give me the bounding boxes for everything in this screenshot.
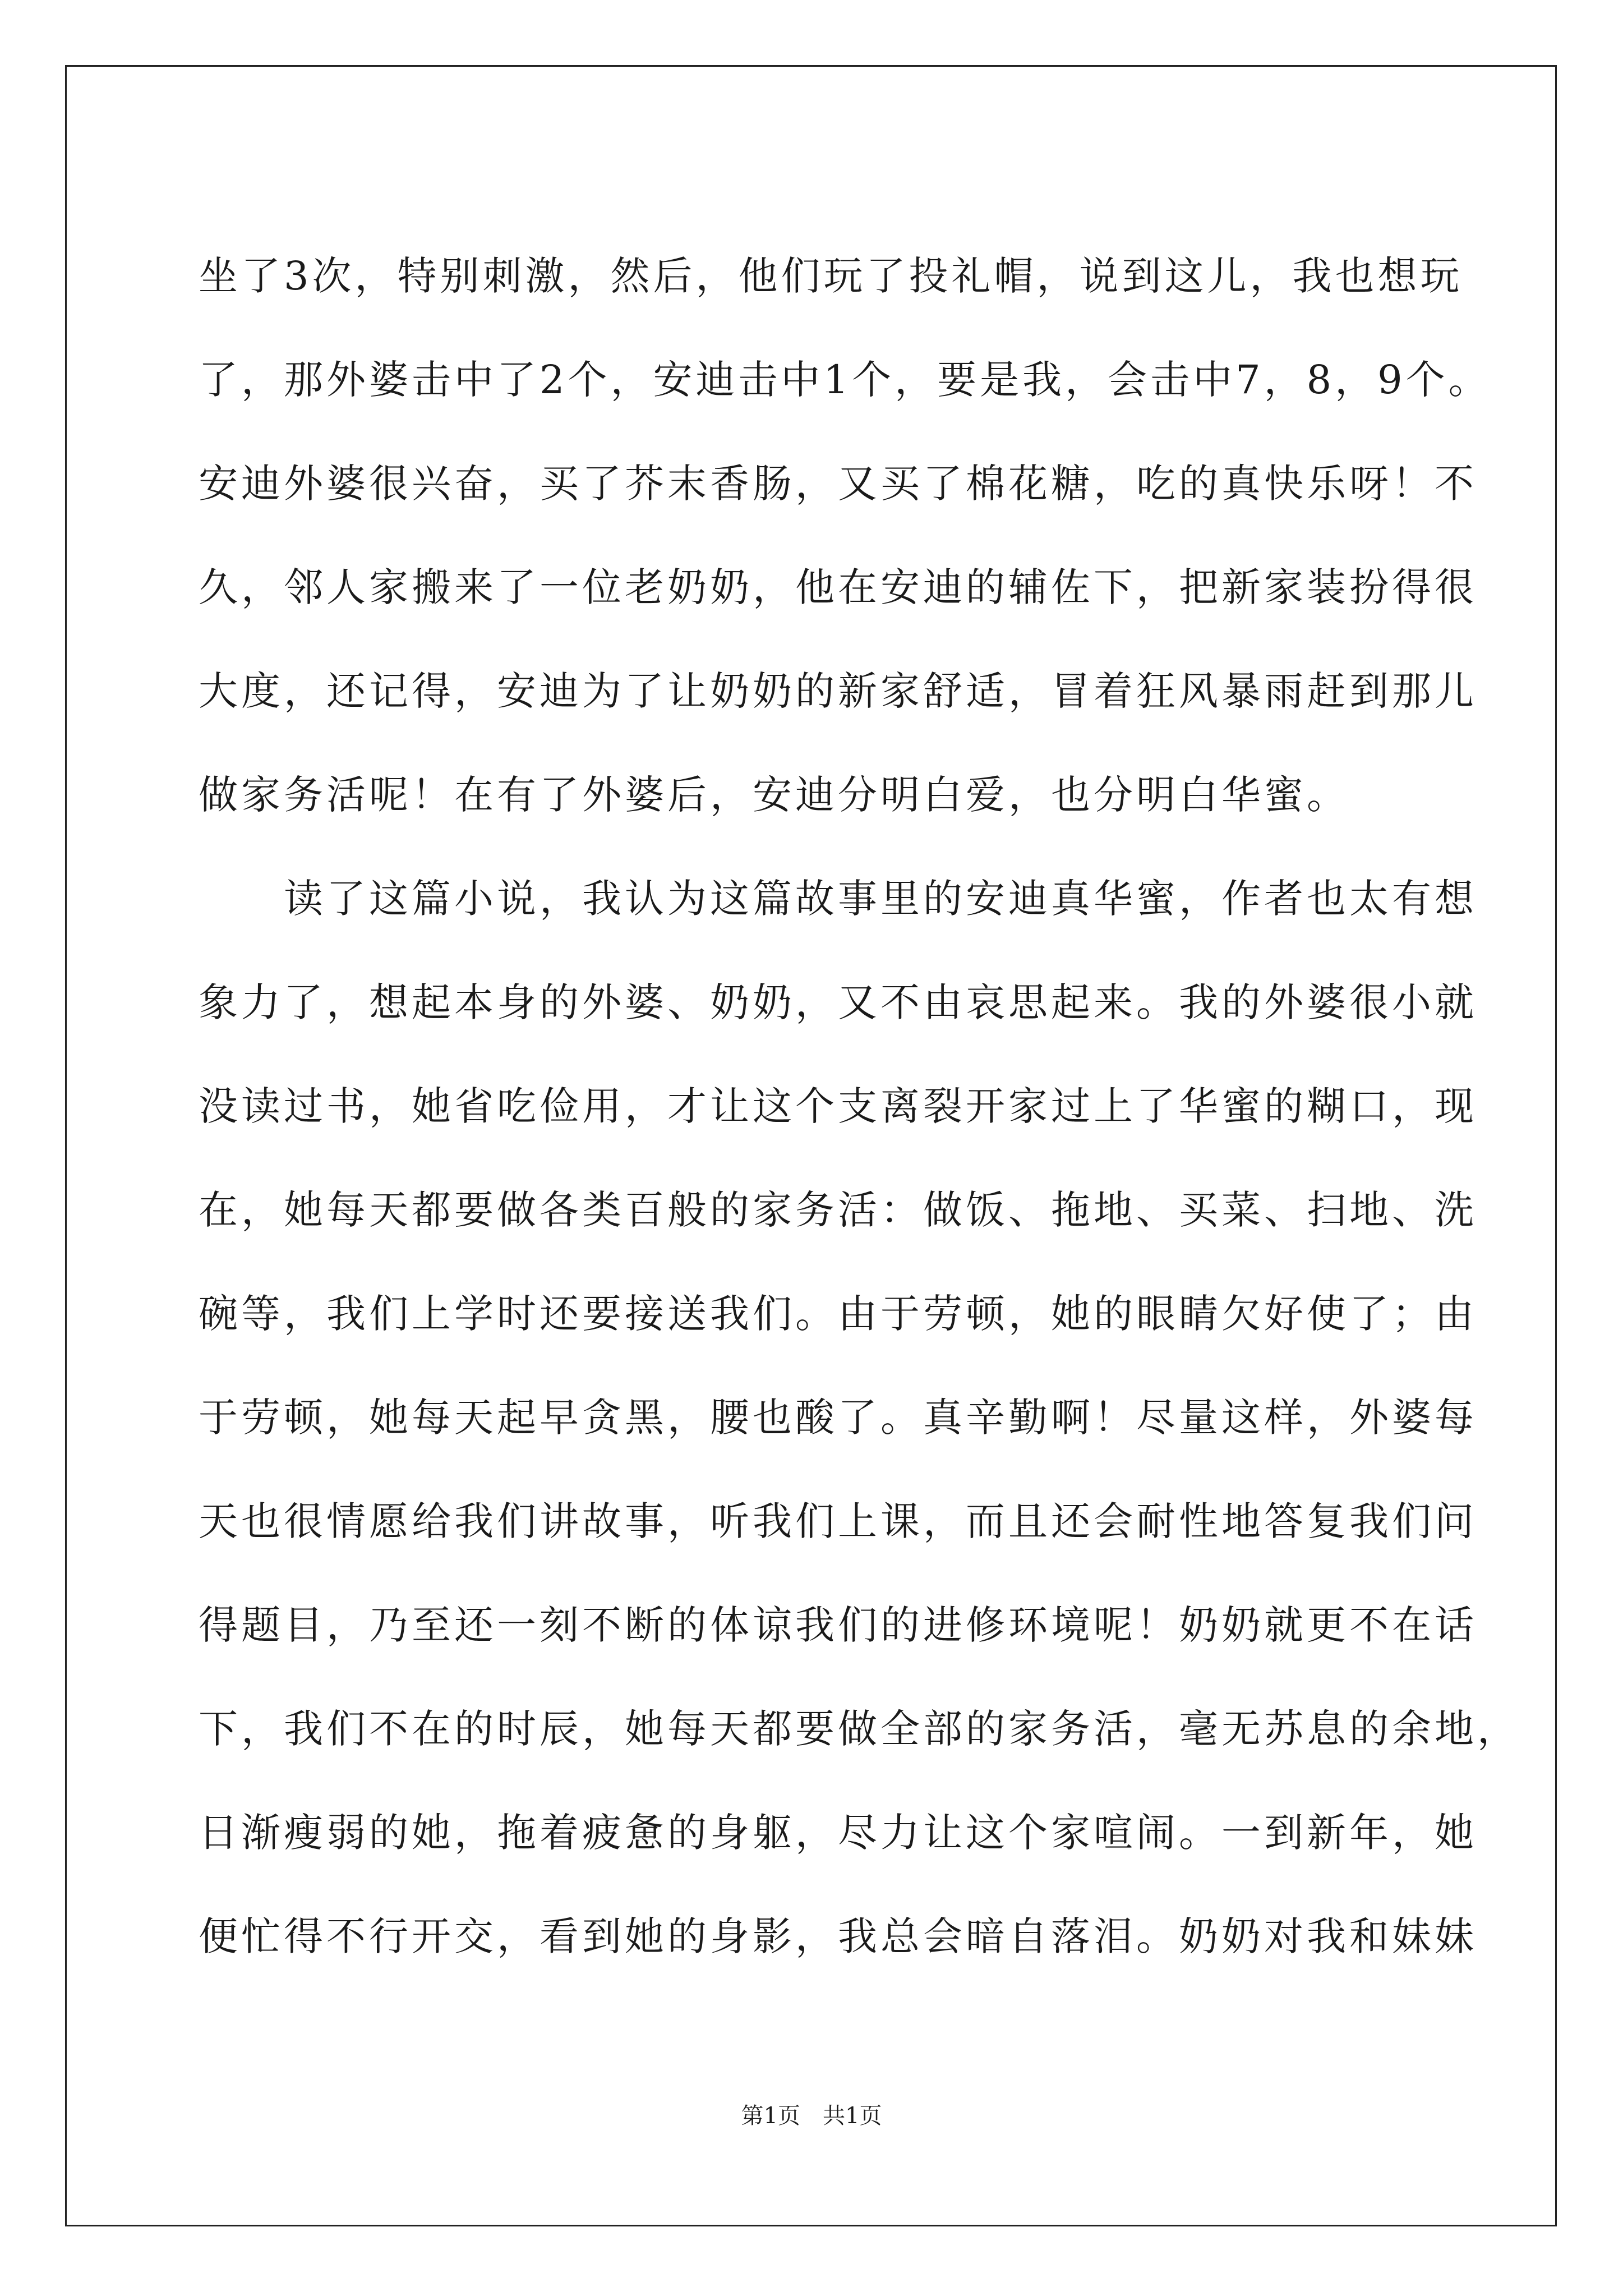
paragraph-start-line: 读了这篇小说，我认为这篇故事里的安迪真华蜜，作者也太有想	[284, 876, 1477, 922]
text-line: 得题目，乃至还一刻不断的体谅我们的进修环境呢！奶奶就更不在话	[199, 1602, 1477, 1648]
text-line: 于劳顿，她每天起早贪黑，腰也酸了。真辛勤啊！尽量这样，外婆每	[199, 1395, 1477, 1441]
text-line: 便忙得不行开交，看到她的身影，我总会暗自落泪。奶奶对我和妹妹	[199, 1913, 1477, 1959]
text-line: 没读过书，她省吃俭用，才让这个支离裂开家过上了华蜜的糊口，现	[199, 1083, 1477, 1129]
text-line: 久，邻人家搬来了一位老奶奶，他在安迪的辅佐下，把新家装扮得很	[199, 564, 1477, 610]
text-line: 碗等，我们上学时还要接送我们。由于劳顿，她的眼睛欠好使了；由	[199, 1291, 1477, 1337]
text-line: 天也很情愿给我们讲故事，听我们上课，而且还会耐性地答复我们问	[199, 1498, 1477, 1544]
page-number: 第1页	[741, 2103, 800, 2129]
text-line: 下，我们不在的时辰，她每天都要做全部的家务活，毫无苏息的余地，	[199, 1706, 1520, 1752]
text-line: 安迪外婆很兴奋，买了芥末香肠，又买了棉花糖，吃的真快乐呀！不	[199, 461, 1477, 507]
text-line: 大度，还记得，安迪为了让奶奶的新家舒适，冒着狂风暴雨赶到那儿	[199, 668, 1477, 714]
text-line: 日渐瘦弱的她，拖着疲惫的身躯，尽力让这个家喧闹。一到新年，她	[199, 1810, 1477, 1856]
text-line: 做家务活呢！在有了外婆后，安迪分明白爱，也分明白华蜜。	[199, 772, 1349, 818]
text-line: 象力了，想起本身的外婆、奶奶，又不由哀思起来。我的外婆很小就	[199, 979, 1477, 1025]
text-line: 坐了3次，特别刺激，然后，他们玩了投礼帽，说到这儿，我也想玩	[199, 253, 1463, 299]
page-footer	[0, 2099, 1623, 2133]
page-total: 共1页	[823, 2103, 882, 2129]
text-line: 了，那外婆击中了2个，安迪击中1个，要是我，会击中7，8，9个。	[199, 357, 1491, 403]
text-line: 在，她每天都要做各类百般的家务活：做饭、拖地、买菜、扫地、洗	[199, 1187, 1477, 1233]
document-body	[199, 224, 1520, 1989]
